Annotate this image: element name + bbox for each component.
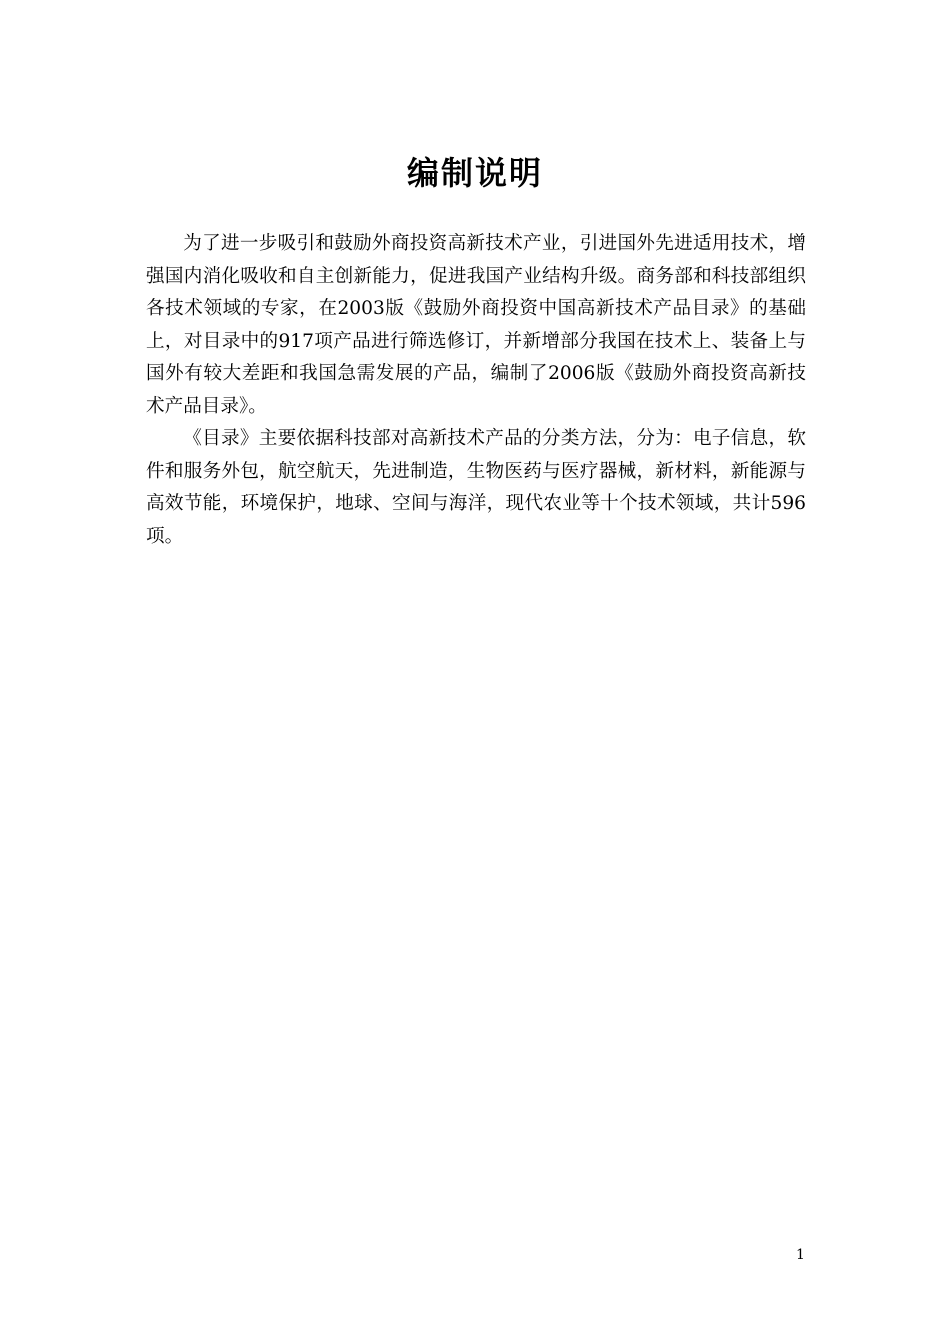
- document-title: 编制说明: [406, 154, 543, 193]
- page-number: 1: [796, 1247, 805, 1263]
- document-body: [146, 228, 806, 553]
- paragraph-catalog-scope: 《目录》主要依据科技部对高新技术产品的分类方法，分为：电子信息，软件和服务外包，航空航天，先进制造，生物医药与医疗器械，新材料，新能源与高效节能，环境保护，地球、空间与海洋，现代农业等十个技术领域，共计596项。: [146, 428, 806, 547]
- paragraph-intro: 为了进一步吸引和鼓励外商投资高新技术产业，引进国外先进适用技术，增强国内消化吸收和自主创新能力，促进我国产业结构升级。商务部和科技部组织各技术领域的专家，在2003版《鼓励外商投资中国高新技术产品目录》的基础上，对目录中的917项产品进行筛选修订，并新增部分我国在技术上、装备上与国外有较大差距和我国急需发展的产品，编制了2006版《鼓励外商投资高新技术产品目录》。: [146, 233, 806, 417]
